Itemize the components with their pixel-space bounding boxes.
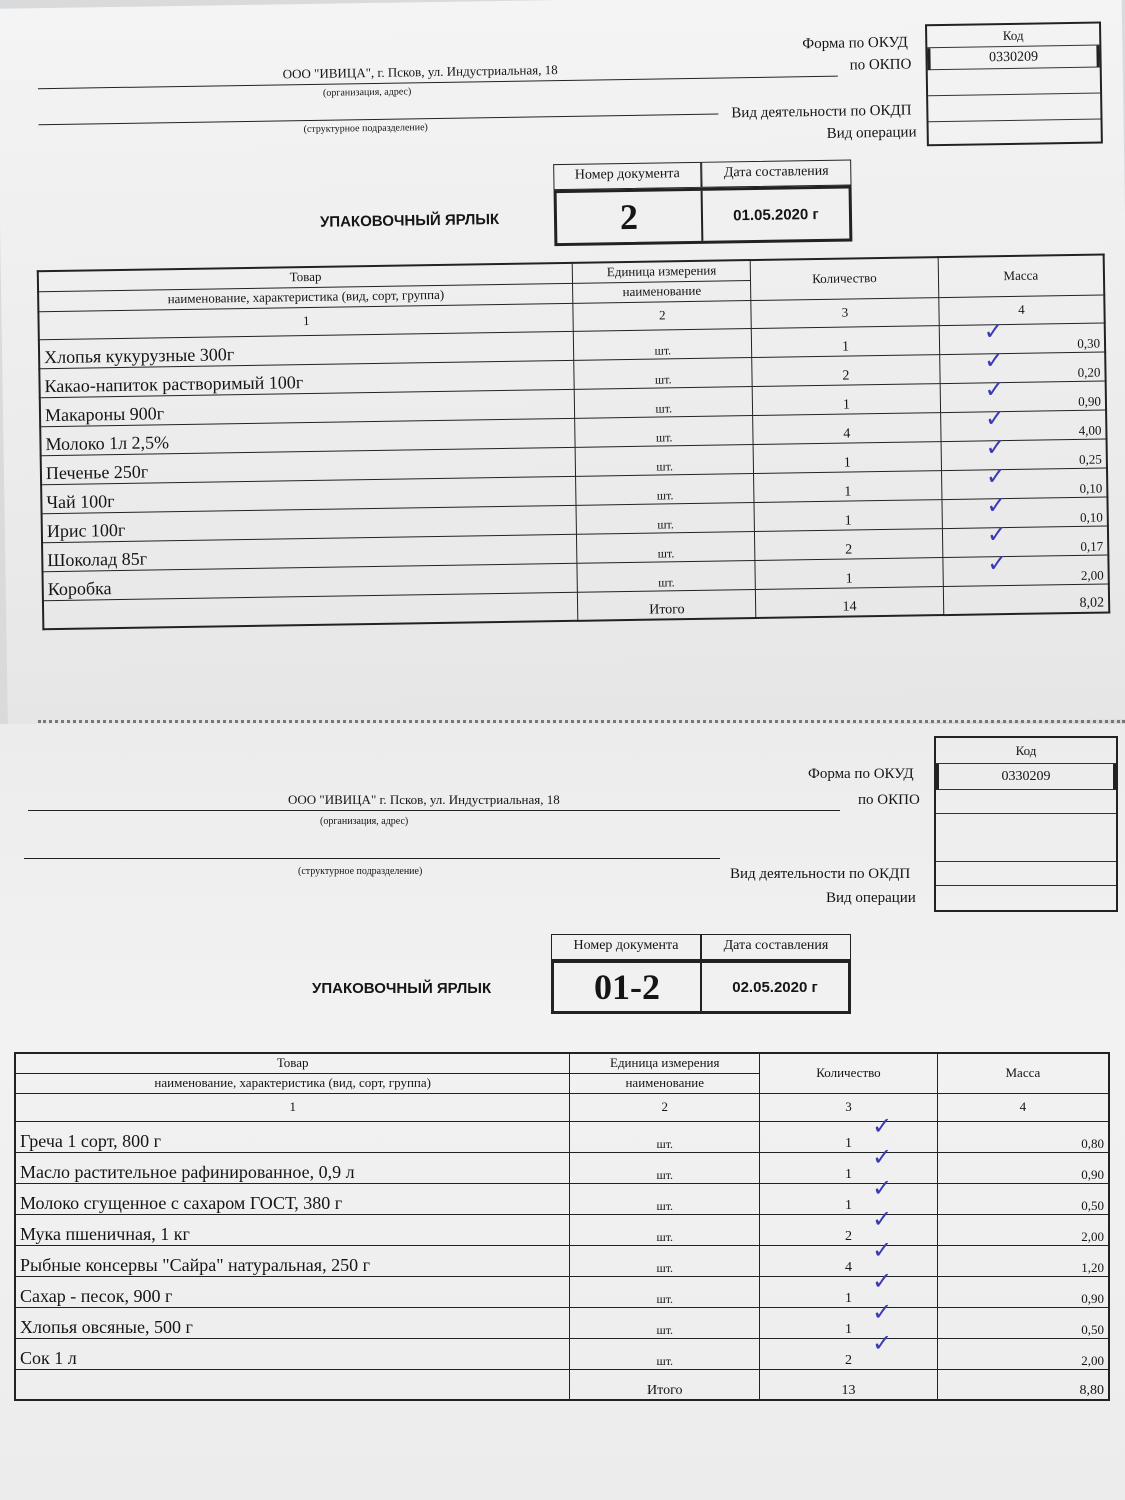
check-mark-icon: ✓	[872, 1328, 893, 1357]
item-name-text: Какао-напиток растворимый 100г	[44, 371, 304, 396]
item-unit-text: шт.	[655, 400, 673, 416]
item-mass	[940, 403, 1106, 441]
item-mass-text: 2,00	[1081, 1228, 1104, 1244]
item-mass-text: 0,17	[1080, 538, 1104, 554]
check-mark-icon: ✓	[986, 519, 1008, 548]
item-name-text: Хлопья овсяные, 500 г	[20, 1316, 193, 1337]
item-unit-text: шт.	[658, 574, 675, 590]
item-mass-text: 1,20	[1081, 1259, 1104, 1275]
item-unit-text: шт.	[657, 545, 675, 561]
item-qty	[760, 1235, 938, 1276]
item-name-text: Шоколад 85г	[47, 548, 148, 570]
item-name-text: Ирис 100г	[46, 519, 126, 541]
packing-label-sheet-1	[0, 0, 1125, 737]
check-mark-icon: ✓	[984, 374, 1005, 403]
item-name-text: Молоко 1л 2,5%	[45, 431, 170, 454]
check-mark-icon: ✓	[872, 1266, 893, 1295]
item-qty-text: 1	[844, 512, 852, 529]
item-unit	[577, 531, 755, 563]
item-qty	[752, 383, 940, 415]
unit-subheader: наименование	[573, 280, 751, 303]
total-mass: 8,02	[943, 583, 1109, 615]
col-number: 3	[760, 1093, 938, 1121]
item-mass-text: 0,50	[1081, 1197, 1104, 1213]
table-row	[15, 1121, 1109, 1152]
item-qty-text: 2	[845, 541, 853, 558]
item-mass-text: 0,80	[1081, 1135, 1104, 1151]
item-unit-text: шт.	[656, 487, 674, 503]
table-row	[15, 1214, 1109, 1245]
item-qty-text: 1	[844, 483, 852, 500]
item-mass	[939, 316, 1105, 354]
total-row	[15, 1369, 1109, 1400]
item-mass	[937, 1121, 1109, 1152]
doc-title: УПАКОВОЧНЫЙ ЯРЛЫК	[319, 210, 500, 231]
item-unit	[570, 1245, 760, 1276]
item-mass-text: 2,00	[1081, 1352, 1104, 1368]
doc-number-header: Номер документа	[551, 934, 701, 960]
item-mass-text: 0,25	[1078, 451, 1102, 467]
table-row	[15, 1338, 1109, 1369]
item-qty	[755, 528, 943, 560]
item-name	[15, 1276, 570, 1307]
total-qty: 13	[760, 1369, 938, 1400]
division-caption: (структурное подразделение)	[298, 866, 423, 877]
qty-header: Количество	[760, 1053, 938, 1093]
col-number: 4	[937, 1093, 1109, 1121]
item-unit	[570, 1183, 760, 1214]
okpo-label: по ОКПО	[849, 56, 912, 74]
table-row	[15, 1245, 1109, 1276]
okpo-code	[928, 68, 1100, 97]
item-unit-text: шт.	[656, 1198, 674, 1213]
item-mass-text: 0,90	[1081, 1290, 1104, 1306]
item-unit-text: шт.	[655, 429, 673, 445]
okpo-label: по ОКПО	[858, 792, 920, 808]
okud-code: 0330209	[927, 46, 1099, 71]
check-mark-icon: ✓	[872, 1173, 893, 1202]
item-name	[15, 1183, 570, 1214]
doc-number-block	[551, 934, 851, 1014]
doc-date-header: Дата составления	[701, 934, 851, 960]
goods-subheader: наименование, характеристика (вид, сорт, группа)	[15, 1073, 570, 1093]
item-mass	[937, 1276, 1109, 1307]
item-mass-text: 0,90	[1078, 393, 1102, 409]
item-name-text: Макароны 900г	[44, 402, 165, 425]
item-unit-text: шт.	[656, 1322, 674, 1337]
item-qty-text: 1	[842, 397, 851, 413]
item-name-text: Коробка	[47, 577, 112, 599]
doc-number: 01-2	[554, 963, 702, 1011]
item-mass	[941, 461, 1107, 499]
item-mass	[942, 519, 1108, 557]
item-unit	[577, 560, 755, 592]
item-name-text: Молоко сгущенное с сахаром ГОСТ, 380 г	[20, 1192, 343, 1213]
item-name	[15, 1307, 570, 1338]
item-qty-text: 1	[845, 570, 853, 587]
item-unit-text: шт.	[656, 458, 674, 474]
operation-code	[936, 886, 1116, 910]
division-caption: (структурное подразделение)	[303, 122, 428, 136]
item-qty-text: 1	[843, 455, 851, 471]
unit-subheader: наименование	[570, 1073, 760, 1093]
item-name	[15, 1121, 570, 1152]
organization-caption: (организация, адрес)	[322, 86, 412, 99]
item-qty	[760, 1173, 938, 1214]
item-mass-text: 0,50	[1081, 1321, 1104, 1337]
operation-code	[929, 120, 1101, 145]
item-mass-text: 2,00	[1080, 567, 1104, 583]
item-unit-text: шт.	[656, 1136, 674, 1151]
item-unit	[570, 1214, 760, 1245]
item-unit-text: шт.	[654, 342, 672, 358]
item-mass-text: 0,10	[1079, 509, 1103, 525]
item-qty	[752, 354, 940, 386]
item-unit-text: шт.	[657, 516, 674, 532]
item-mass	[937, 1214, 1109, 1245]
check-mark-icon: ✓	[872, 1204, 893, 1233]
item-mass-text: 0,20	[1077, 364, 1101, 380]
item-unit-text: шт.	[656, 1260, 674, 1275]
item-mass-text: 0,30	[1077, 335, 1101, 351]
item-name-text: Сок 1 л	[20, 1347, 77, 1368]
item-qty	[751, 325, 939, 357]
unit-header: Единица измерения	[570, 1053, 760, 1073]
okud-label: Форма по ОКУД	[808, 766, 914, 782]
item-mass	[937, 1245, 1109, 1276]
table-row	[15, 1152, 1109, 1183]
doc-number: 2	[557, 191, 704, 243]
item-unit	[570, 1307, 760, 1338]
item-name	[15, 1152, 570, 1183]
item-unit-text: шт.	[656, 1167, 674, 1182]
code-box	[925, 22, 1103, 147]
code-box	[934, 736, 1118, 912]
item-unit	[574, 357, 752, 389]
blank-code	[936, 814, 1116, 862]
col-number: 4	[939, 294, 1105, 325]
item-qty	[754, 499, 942, 531]
item-qty	[753, 412, 941, 444]
item-name-text: Чай 100г	[46, 490, 115, 512]
item-name	[15, 1214, 570, 1245]
item-unit	[575, 415, 753, 447]
col-number: 2	[573, 300, 751, 331]
item-name-text: Сахар - песок, 900 г	[20, 1285, 173, 1306]
item-unit	[576, 473, 754, 505]
packing-label-sheet-2	[0, 724, 1125, 1500]
item-name-text: Греча 1 сорт, 800 г	[20, 1130, 162, 1151]
item-mass	[937, 1307, 1109, 1338]
item-unit-text: шт.	[656, 1291, 674, 1306]
item-mass	[937, 1183, 1109, 1214]
item-qty-text: 4	[844, 1259, 852, 1275]
code-header: Код	[927, 24, 1099, 49]
total-label: Итого	[578, 589, 756, 621]
organization-caption: (организация, адрес)	[320, 816, 409, 827]
okdp-label: Вид деятельности по ОКДП	[731, 102, 912, 122]
item-mass	[937, 1152, 1109, 1183]
item-mass	[939, 345, 1105, 383]
item-qty	[760, 1328, 938, 1369]
goods-header: Товар	[38, 263, 573, 291]
doc-date-header: Дата составления	[701, 159, 851, 187]
item-unit-text: шт.	[654, 371, 672, 387]
item-unit	[576, 502, 754, 534]
organization-text: ООО "ИВИЦА", г. Псков, ул. Индустриальная, 18	[282, 62, 558, 82]
okdp-label: Вид деятельности по ОКДП	[730, 866, 911, 882]
qty-header: Количество	[750, 257, 938, 300]
item-qty-text: 1	[844, 1321, 852, 1337]
item-qty-text: 1	[844, 1197, 852, 1213]
item-unit	[570, 1152, 760, 1183]
item-mass-text: 0,10	[1079, 480, 1103, 496]
doc-date: 02.05.2020 г	[732, 978, 818, 996]
item-qty-text: 1	[844, 1290, 852, 1306]
col-number: 1	[15, 1093, 570, 1121]
item-unit	[574, 328, 752, 360]
check-mark-icon: ✓	[872, 1111, 893, 1140]
goods-subheader: наименование, характеристика (вид, сорт, группа)	[38, 283, 573, 311]
item-unit	[570, 1121, 760, 1152]
okdp-code	[928, 94, 1100, 123]
item-name-text: Мука пшеничная, 1 кг	[20, 1223, 190, 1244]
doc-title: УПАКОВОЧНЫЙ ЯРЛЫК	[312, 980, 492, 997]
total-empty	[15, 1369, 570, 1400]
col-number: 1	[38, 303, 573, 339]
item-name-text: Рыбные консервы "Сайра" натуральная, 250 г	[20, 1254, 370, 1275]
item-name	[15, 1338, 570, 1369]
code-header: Код	[936, 738, 1116, 764]
okud-label: Форма по ОКУД	[802, 34, 908, 53]
item-qty-text: 2	[844, 1352, 852, 1368]
check-mark-icon: ✓	[872, 1235, 893, 1264]
organization-text: ООО "ИВИЦА" г. Псков, ул. Индустриальная, 18	[288, 792, 560, 807]
check-mark-icon: ✓	[872, 1297, 893, 1326]
item-qty	[753, 441, 941, 473]
total-qty: 14	[755, 586, 943, 618]
item-name-text: Масло растительное рафинированное, 0,9 л	[20, 1161, 355, 1182]
item-unit	[570, 1338, 760, 1369]
item-unit	[570, 1276, 760, 1307]
item-unit-text: шт.	[656, 1229, 674, 1244]
item-mass	[937, 1338, 1109, 1369]
item-unit-text: шт.	[656, 1353, 674, 1368]
check-mark-icon: ✓	[986, 490, 1007, 519]
mass-header: Масса	[937, 1053, 1109, 1093]
col-number: 2	[570, 1093, 760, 1121]
operation-label: Вид операции	[826, 890, 916, 906]
item-qty	[760, 1204, 938, 1245]
table-row	[15, 1276, 1109, 1307]
item-qty-text: 2	[842, 368, 850, 384]
item-qty-text: 1	[841, 339, 850, 355]
division-line	[24, 858, 720, 859]
check-mark-icon: ✓	[985, 461, 1007, 490]
mass-header: Масса	[938, 255, 1104, 298]
check-mark-icon: ✓	[985, 432, 1006, 461]
doc-number-header: Номер документа	[553, 162, 701, 190]
total-label: Итого	[570, 1369, 760, 1400]
item-qty	[755, 557, 943, 589]
item-mass	[940, 374, 1106, 412]
okud-code: 0330209	[936, 764, 1116, 790]
goods-header: Товар	[15, 1053, 570, 1073]
okpo-code	[936, 790, 1116, 814]
item-mass-text: 0,90	[1081, 1166, 1104, 1182]
check-mark-icon: ✓	[983, 316, 1004, 345]
item-qty-text: 2	[844, 1228, 852, 1244]
items-table	[37, 253, 1111, 630]
item-mass	[943, 548, 1109, 586]
item-qty	[760, 1297, 938, 1338]
operation-label: Вид операции	[826, 124, 917, 142]
doc-number-block	[553, 159, 852, 246]
item-qty	[760, 1142, 938, 1183]
col-number: 3	[751, 297, 939, 328]
item-qty	[760, 1111, 938, 1152]
check-mark-icon: ✓	[987, 548, 1008, 577]
check-mark-icon: ✓	[983, 345, 1005, 374]
item-name	[15, 1245, 570, 1276]
doc-date: 01.05.2020 г	[733, 205, 819, 224]
check-mark-icon: ✓	[984, 403, 1006, 432]
item-mass	[942, 490, 1108, 528]
organization-line	[28, 810, 840, 811]
item-qty-text: 1	[844, 1135, 852, 1151]
perforation-line	[38, 720, 1125, 723]
item-unit	[575, 444, 753, 476]
item-qty-text: 4	[843, 426, 851, 442]
unit-header: Единица измерения	[573, 260, 751, 283]
item-mass	[941, 432, 1107, 470]
table-row	[15, 1307, 1109, 1338]
items-table	[14, 1052, 1110, 1401]
okdp-code	[936, 862, 1116, 886]
table-row	[15, 1183, 1109, 1214]
item-name-text: Хлопья кукурузные 300г	[43, 343, 235, 367]
item-qty	[754, 470, 942, 502]
item-qty-text: 1	[844, 1166, 852, 1182]
item-unit	[575, 386, 753, 418]
check-mark-icon: ✓	[872, 1142, 893, 1171]
item-mass-text: 4,00	[1078, 422, 1102, 438]
item-name-text: Печенье 250г	[45, 461, 149, 483]
item-qty	[760, 1266, 938, 1307]
total-mass: 8,80	[937, 1369, 1109, 1400]
